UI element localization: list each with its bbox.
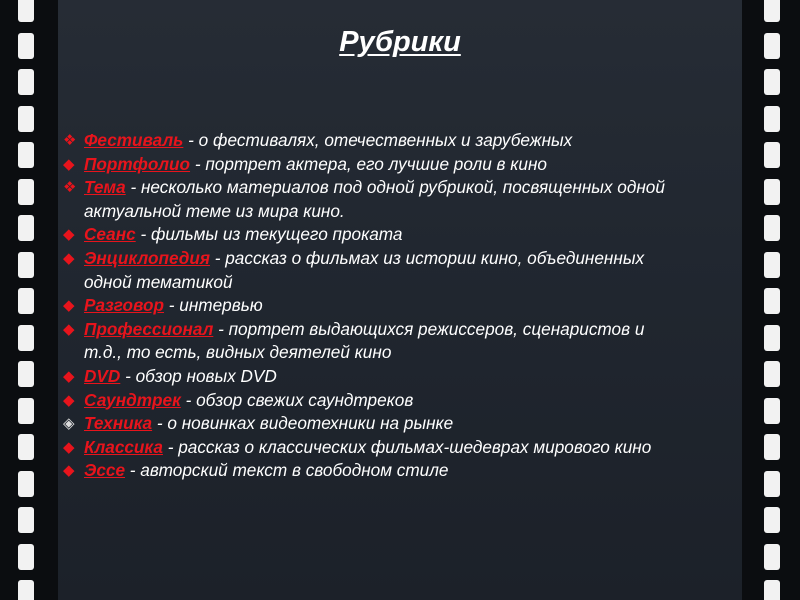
perforation-hole [18,252,34,278]
perforation-hole [764,69,780,95]
rubric-name-link[interactable]: DVD [84,365,121,386]
film-perforations-right [764,0,780,600]
rubric-name-link[interactable]: Эссе [84,460,126,481]
rubric-description: - несколько материалов под одной рубрикой, посвященных одной актуальной теме из мира кино. [84,177,665,221]
rubric-item [62,176,682,223]
perforation-hole [18,398,34,424]
diamond-icon: ◆ [63,249,75,267]
rubric-name-link[interactable]: Портфолио [84,153,191,174]
perforation-hole [18,179,34,205]
diamond-icon: ◆ [63,391,75,409]
perforation-hole [764,361,780,387]
perforation-hole [764,179,780,205]
rubric-description: - фильмы из текущего проката [135,224,403,245]
perforation-hole [764,215,780,241]
perforation-hole [18,142,34,168]
rubric-description: - рассказ о фильмах из истории кино, объединенных одной тематикой [84,247,645,292]
perforation-hole [764,398,780,424]
perforation-hole [18,69,34,95]
film-perforations-left [18,0,34,600]
perforation-hole [764,252,780,278]
perforation-hole [764,106,780,132]
perforation-hole [764,288,780,314]
rubric-description: - портрет выдающихся режиссеров, сценаристов и т.д., то есть, видных деятелей кино [84,318,645,363]
rubric-item [62,153,682,177]
rubric-description: - о новинках видеотехники на рынке [152,413,454,434]
rubric-item [62,294,682,318]
diamond-icon: ◆ [63,226,75,244]
perforation-hole [18,580,34,600]
perforation-hole [764,142,780,168]
rubric-name-link[interactable]: Тема [84,177,126,198]
rubric-name-link[interactable]: Разговор [84,295,164,316]
perforation-hole [764,434,780,460]
perforation-hole [18,471,34,497]
perforation-hole [764,0,780,22]
perforation-hole [764,325,780,351]
rubric-item [62,459,682,483]
perforation-hole [18,507,34,533]
rubric-name-link[interactable]: Фестиваль [84,130,184,150]
diamond-icon: ◆ [63,438,75,456]
rubric-description: - авторский текст в свободном стиле [125,460,449,481]
rubric-description: - интервью [164,295,263,316]
rubric-name-link[interactable]: Техника [84,413,153,434]
rubric-description: - обзор свежих саундтреков [180,389,414,410]
perforation-hole [764,507,780,533]
diamond-icon: ◆ [63,367,75,385]
diamond-cluster-icon: ❖ [63,179,77,197]
rubric-description: - рассказ о классических фильмах-шедеврах мирового кино [162,436,652,457]
rubric-item [62,365,682,389]
rubric-item [62,129,682,153]
rubric-item [62,318,682,365]
rubric-list [62,129,682,483]
rubric-item [62,436,682,460]
rubric-description: - портрет актера, его лучшие роли в кино [190,153,547,174]
perforation-hole [764,580,780,600]
perforation-hole [18,325,34,351]
perforation-hole [18,215,34,241]
rubric-name-link[interactable]: Классика [84,436,163,457]
rubric-name-link[interactable]: Энциклопедия [84,247,210,268]
diamond-icon: ◆ [63,297,75,315]
rubric-item [62,223,682,247]
perforation-hole [764,471,780,497]
checkered-diamond-icon: ◈ [63,415,75,433]
slide-title: Рубрики [339,26,461,58]
diamond-icon: ◆ [63,320,75,338]
diamond-icon: ◆ [63,155,75,173]
rubric-name-link[interactable]: Сеанс [84,224,136,245]
perforation-hole [18,288,34,314]
perforation-hole [18,106,34,132]
perforation-hole [18,361,34,387]
perforation-hole [18,434,34,460]
rubric-name-link[interactable]: Профессионал [84,318,214,339]
perforation-hole [18,544,34,570]
rubric-item [62,412,682,436]
diamond-icon: ◆ [63,462,75,480]
perforation-hole [764,544,780,570]
rubric-name-link[interactable]: Саундтрек [84,389,181,410]
rubric-description: - о фестивалях, отечественных и зарубежных [183,130,573,150]
diamond-cluster-icon: ❖ [63,132,77,149]
rubric-description: - обзор новых DVD [120,365,277,386]
perforation-hole [18,0,34,22]
rubric-item [62,389,682,413]
rubric-item [62,247,682,294]
